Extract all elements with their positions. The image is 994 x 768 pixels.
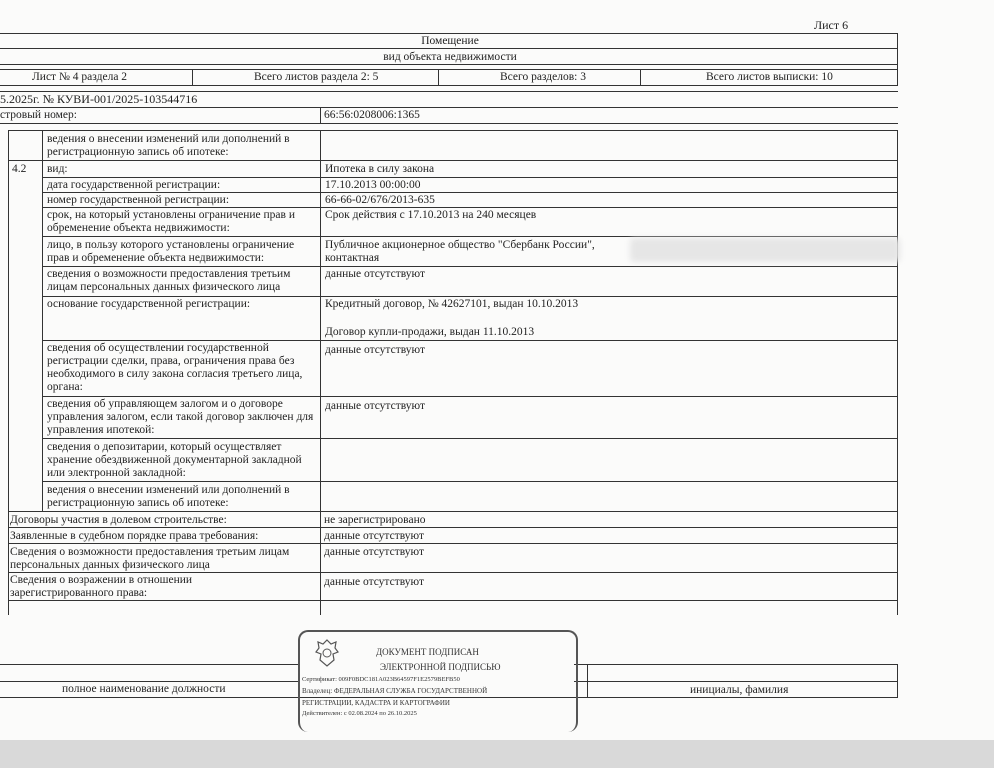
stamp-line-2: ЭЛЕКТРОННОЙ ПОДПИСЬЮ	[380, 662, 501, 672]
sheet-number: Лист 6	[814, 18, 849, 32]
row-11-label: ведения о внесении изменений или дополнений в регистрационную запись об ипотеке:	[47, 484, 290, 509]
row-1-number: 4.2	[12, 163, 27, 175]
stamp-line-1: ДОКУМЕНТ ПОДПИСАН	[376, 647, 479, 657]
bottom-row-3-value: данные отсутствуют	[324, 576, 424, 588]
total-sections: Всего разделов: 3	[500, 71, 586, 83]
object-title: Помещение	[421, 35, 479, 47]
row-10-label: сведения о депозитарии, который осуществляет хранение обездвиженной документарной закладной или электронной закладной:	[47, 441, 302, 479]
section-sheet: Лист № 4 раздела 2	[32, 71, 128, 83]
electronic-signature-stamp	[298, 630, 578, 732]
row-7-label: основание государственной регистрации:	[47, 298, 251, 310]
footer-position-label: полное наименование должности	[62, 683, 226, 695]
scan-bottom-edge	[0, 740, 994, 768]
row-6-label: сведения о возможности предоставления третьим лицам персональных данных физического лица	[47, 268, 291, 293]
row-8-label: сведения об осуществлении государственной регистрации сделки, права, ограничения права без необходимого в силу закона согласия третьего лица, органа:	[47, 342, 303, 393]
section-total-sheets: Всего листов раздела 2: 5	[254, 71, 379, 83]
row-9-value: данные отсутствуют	[325, 400, 425, 412]
bottom-row-1-value: данные отсутствуют	[324, 530, 424, 542]
bottom-row-0-label: Договоры участия в долевом строительстве:	[10, 514, 227, 526]
row-1-label: вид:	[47, 163, 68, 175]
row-6-value: данные отсутствуют	[325, 268, 425, 280]
row-2-value: 17.10.2013 00:00:00	[325, 179, 421, 191]
stamp-valid: Действителен: с 02.08.2024 по 26.10.2025	[302, 710, 417, 717]
row-3-label: номер государственной регистрации:	[47, 194, 230, 206]
total-sheets: Всего листов выписки: 10	[706, 71, 833, 83]
object-kind: вид объекта недвижимости	[383, 51, 517, 63]
bottom-row-0-value: не зарегистрировано	[324, 514, 426, 526]
row-2-label: дата государственной регистрации:	[47, 179, 221, 191]
row-7-value-2: Договор купли-продажи, выдан 11.10.2013	[325, 326, 535, 338]
bottom-row-1-label: Заявленные в судебном порядке права требования:	[10, 530, 259, 542]
row-8-value: данные отсутствуют	[325, 344, 425, 356]
row-5-label: лицо, в пользу которого установлены ограничение прав и обременение объекта недвижимости:	[47, 239, 295, 264]
document-reference: 5.2025г. № КУВИ-001/2025-103544716	[0, 92, 198, 106]
row-1-value: Ипотека в силу закона	[325, 163, 435, 175]
cadastral-label: стровый номер:	[0, 109, 77, 121]
row-4-value: Срок действия с 17.10.2013 на 240 месяцев	[325, 209, 537, 221]
row-4-label: срок, на который установлены ограничение прав и обременение объекта недвижимости:	[47, 209, 295, 234]
row-3-value: 66-66-02/676/2013-635	[325, 194, 435, 206]
redacted-area	[630, 238, 900, 262]
footer-initials-label: инициалы, фамилия	[690, 684, 789, 696]
bottom-row-2-label: Сведения о возможности предоставления третьим лицам персональных данных физического лица	[10, 546, 290, 571]
row-0-label: ведения о внесении изменений или дополнений в регистрационную запись об ипотеке:	[47, 133, 290, 158]
cadastral-number: 66:56:0208006:1365	[324, 109, 420, 121]
bottom-row-2-value: данные отсутствуют	[324, 546, 424, 558]
row-9-label: сведения об управляющем залогом и о договоре управления залогом, если такой договор заключен для управления ипотекой:	[47, 398, 314, 436]
stamp-certificate: Сертификат: 009F0BDC181A023B64597F1E2579BEFB50	[302, 676, 460, 683]
stamp-owner-2: РЕГИСТРАЦИИ, КАДАСТРА И КАРТОГРАФИИ	[302, 699, 450, 707]
coat-of-arms-icon	[314, 638, 340, 668]
row-7-value: Кредитный договор, № 42627101, выдан 10.10.2013	[325, 298, 579, 310]
stamp-owner: Владелец: ФЕДЕРАЛЬНАЯ СЛУЖБА ГОСУДАРСТВЕННОЙ	[302, 687, 488, 695]
bottom-row-3-label: Сведения о возражении в отношении зарегистрированного права:	[10, 574, 193, 599]
row-5-value: Публичное акционерное общество "Сбербанк России", контактная	[325, 239, 595, 264]
